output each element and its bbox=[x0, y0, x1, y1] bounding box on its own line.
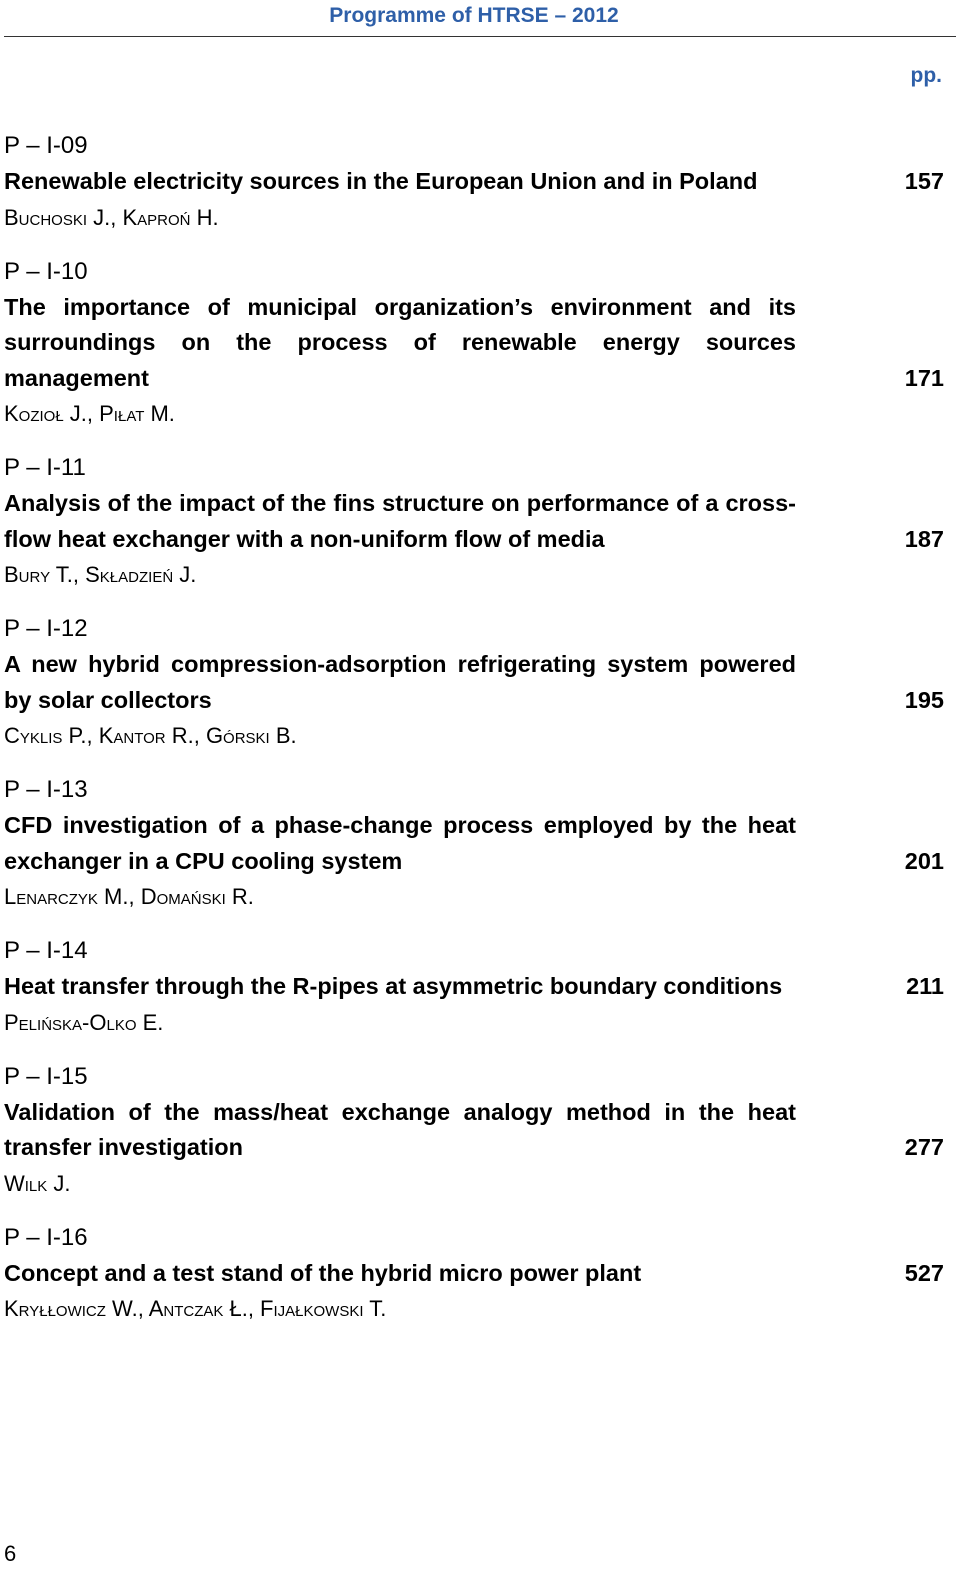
entry-title-row bbox=[4, 486, 944, 557]
entry-page-number: 527 bbox=[904, 1259, 944, 1286]
entry-title: Concept and a test stand of the hybrid micro power plant bbox=[4, 1259, 642, 1286]
programme-entry bbox=[4, 450, 944, 593]
entry-code: P – I-16 bbox=[4, 1223, 88, 1251]
programme-entry bbox=[4, 254, 944, 433]
programme-entry bbox=[4, 611, 944, 754]
entry-authors: Kryłłowicz W., Antczak Ł., Fijałkowski T. bbox=[4, 1296, 387, 1321]
entry-code: P – I-13 bbox=[4, 776, 88, 803]
entry-title-row bbox=[4, 1095, 944, 1166]
page-header-title: Programme of HTRSE – 2012 bbox=[329, 4, 619, 27]
entry-authors: Lenarczyk M., Domański R. bbox=[4, 884, 254, 909]
entry-title: A new hybrid compression-adsorption refrigerating system powered by solar collectors bbox=[4, 651, 796, 713]
entry-title: Validation of the mass/heat exchange analogy method in the heat transfer investigation bbox=[4, 1098, 796, 1160]
entry-title-row bbox=[4, 808, 944, 879]
entry-title-row bbox=[4, 1256, 944, 1292]
entry-title-row bbox=[4, 164, 944, 200]
entry-authors: Wilk J. bbox=[4, 1170, 71, 1196]
entry-page-number: 201 bbox=[904, 847, 944, 874]
entry-title: Analysis of the impact of the fins structure on performance of a cross-flow heat exchanger with a non-uniform flow of media bbox=[4, 490, 796, 552]
entry-title-row bbox=[4, 969, 944, 1005]
entry-title-row bbox=[4, 647, 944, 718]
entry-title: CFD investigation of a phase-change process employed by the heat exchanger in a CPU cooling system bbox=[4, 812, 796, 874]
entry-page-number: 157 bbox=[904, 168, 944, 194]
programme-entry bbox=[4, 1220, 944, 1328]
entry-title-row bbox=[4, 290, 944, 397]
entry-code: P – I-10 bbox=[4, 257, 88, 285]
programme-entry bbox=[4, 128, 944, 236]
programme-entry bbox=[4, 772, 944, 915]
entry-page-number: 187 bbox=[904, 525, 944, 552]
pages-column-label: pp. bbox=[910, 64, 942, 87]
programme-entry bbox=[4, 1059, 944, 1202]
entry-authors: Pelińska-Olko E. bbox=[4, 1009, 164, 1035]
entry-page-number: 195 bbox=[904, 686, 944, 713]
entry-code: P – I-11 bbox=[4, 454, 86, 481]
entry-authors: Buchoski J., Kaproń H. bbox=[4, 204, 219, 230]
entry-page-number: 277 bbox=[904, 1134, 944, 1160]
entry-code: P – I-14 bbox=[4, 937, 88, 964]
programme-list bbox=[4, 128, 944, 1345]
entry-code: P – I-09 bbox=[4, 132, 88, 159]
entry-authors: Cyklis P., Kantor R., Górski B. bbox=[4, 723, 297, 748]
entry-authors: Kozioł J., Piłat M. bbox=[4, 401, 175, 426]
entry-page-number: 211 bbox=[906, 973, 944, 999]
footer-page-number: 6 bbox=[4, 1541, 17, 1566]
programme-entry bbox=[4, 933, 944, 1041]
entry-title: Renewable electricity sources in the European Union and in Poland bbox=[4, 168, 758, 194]
entry-authors: Bury T., Składzień J. bbox=[4, 562, 197, 587]
entry-title: The importance of municipal organization’s environment and its surroundings on the process of renewable energy sources management bbox=[4, 293, 796, 391]
entry-code: P – I-12 bbox=[4, 615, 88, 642]
entry-code: P – I-15 bbox=[4, 1062, 88, 1090]
entry-title: Heat transfer through the R-pipes at asymmetric boundary conditions bbox=[4, 973, 783, 999]
entry-page-number: 171 bbox=[904, 364, 944, 391]
header-divider bbox=[4, 36, 956, 37]
